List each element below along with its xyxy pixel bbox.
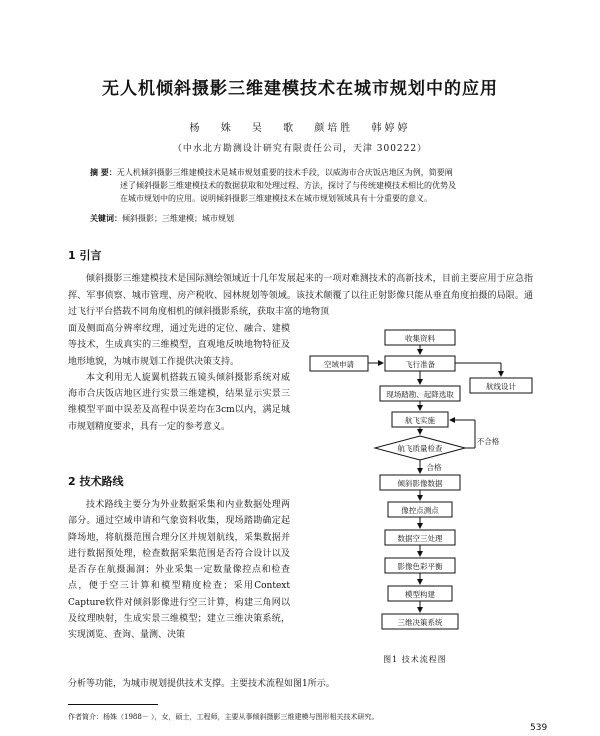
label-pass: 合格 <box>426 463 442 472</box>
abstract-line-1: 无人机倾斜摄影三维建模技术是城市规划重要的技术手段，以威海市合庆饭店地区为例，简要阐 <box>116 168 453 177</box>
node-route: 航线设计 <box>486 382 516 391</box>
node-survey: 现场踏勘、起降选取 <box>386 390 454 399</box>
footnote-divider <box>68 704 158 705</box>
abstract-line-3: 在城市规划中的应用。说明倾斜摄影三维建模技术在城市规划领域具有十分重要的意义。 <box>120 194 432 203</box>
section-2-tail <box>68 676 533 693</box>
keywords-label: 关键词： <box>90 214 122 223</box>
keywords <box>90 213 538 224</box>
section-1-heading: 1 引言 <box>68 249 102 262</box>
node-flight: 飞行准备 <box>405 360 435 369</box>
section-1-para-1-cont: 面及侧面高分辨率纹理，通过先进的定位、融合、建模等技术，生成真实的三维模型，直观地反映地物特征及地形地貌，为城市规划工作提供决策支持。 <box>68 324 290 367</box>
affiliation: （中水北方勘测设计研究有限责任公司，天津 300222） <box>172 144 428 154</box>
node-collect: 收集资料 <box>405 334 435 343</box>
node-aerial: 航飞实施 <box>405 416 435 425</box>
node-color: 影像色彩平衡 <box>397 562 443 571</box>
abstract <box>90 166 538 205</box>
technical-flowchart <box>300 326 540 656</box>
keywords-text: 倾斜摄影；三维建模；城市规划 <box>122 214 234 223</box>
section-1-para-2: 本文利用无人旋翼机搭载五镜头倾斜摄影系统对威海市合庆饭店地区进行实景三维建模，结果显示实景三维模型平面中误差及高程中误差均在3cm以内，满足城市规划精度要求，具有一定的参考意义。 <box>68 372 290 432</box>
node-control: 像控点测点 <box>401 506 439 515</box>
node-airspace: 空域申请 <box>324 360 354 369</box>
section-1-para-1: 倾斜摄影三维建模技术是国际测绘领域近十几年发展起来的一项对难测技术的高新技术，目前主要应用于应急指挥、军事侦察、城市管理、房产税收、园林规划等领域。该技术颠覆了以往正射影像只能从垂直角度拍摄的局限。通过飞行平台搭载不同角度相机的倾斜摄影系统，获取丰富的地物顶 <box>68 274 533 318</box>
section-2-para: 技术路线主要分为外业数据采集和内业数据处理两部分。通过空域申请和气象资料收集，现场踏勘确定起降场地，将航摄范围合理分区并规划航线，采集数据并进行数据预处理，检查数据采集范围是否符合设计以及是否存在航摄漏洞；外业采集一定数量像控点和检查点，便于空三计算和模型精度检查；采用Context Capture软件对倾斜影像进行空三计算，构建三角网以及纹理映射，生成实景三维模型；建立三维决策系统，实现浏览、查询、量测、决策 <box>68 500 290 641</box>
abstract-label: 摘 要： <box>90 168 117 177</box>
node-aat: 数据空三处理 <box>397 534 443 543</box>
node-model: 模型构建 <box>405 590 435 599</box>
footnote: 作者简介：杨姝（1988－ ），女，硕士，工程师，主要从事倾斜摄影三维建模与图形相关技术研究。 <box>68 713 379 721</box>
page-number: 539 <box>530 723 548 733</box>
section-1-column <box>68 321 290 435</box>
section-2-heading: 2 技术路线 <box>68 475 124 488</box>
figure-caption: 图1 技术流程图 <box>383 655 447 664</box>
authors: 杨 姝 吴 歌 颜培胜 韩婷婷 <box>189 123 411 134</box>
label-fail: 不合格 <box>476 437 500 446</box>
abstract-line-2: 述了倾斜摄影三维建模技术的数据获取和处理过程、方法，探讨了与传统建模技术相比的优势及 <box>120 181 456 190</box>
section-1-full-paragraph <box>68 271 533 321</box>
section-2-para-tail: 分析等功能，为城市规划提供技术支撑。主要技术流程如图1所示。 <box>68 679 335 689</box>
node-preprocess: 倾斜影像数据 <box>397 479 443 488</box>
section-2-column <box>68 497 290 644</box>
node-system: 三维决策系统 <box>397 618 443 627</box>
paper-title: 无人机倾斜摄影三维建模技术在城市规划中的应用 <box>102 79 498 99</box>
node-qc: 航飞质量检查 <box>397 444 443 453</box>
